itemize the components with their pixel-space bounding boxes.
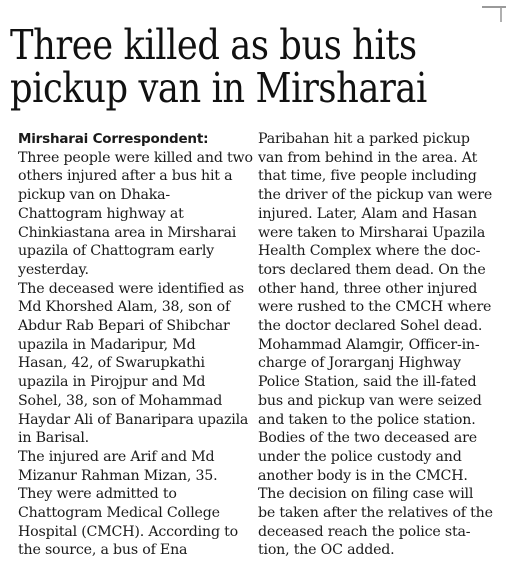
corner-rule-vertical (500, 8, 502, 22)
body-line: the source, a bus of Ena (18, 542, 188, 559)
corner-rule (482, 6, 506, 8)
headline-line: pickup van in Mirsharai (10, 64, 427, 112)
body-line: other hand, three other injured (258, 280, 478, 297)
article-column-right (258, 130, 493, 560)
headline (10, 21, 433, 112)
body-line: and taken to the police station. (258, 411, 476, 428)
headline-line: Three killed as bus hits (10, 21, 417, 69)
body-line: pickup van on Dhaka- (18, 187, 171, 204)
body-line: were rushed to the CMCH where (258, 299, 492, 316)
body-line: injured. Later, Alam and Hasan (258, 205, 477, 222)
body-line: Mohammad Alamgir, Officer-in- (258, 336, 480, 353)
body-line: The deceased were identified as (18, 280, 244, 297)
body-line: The decision on filing case will (258, 486, 474, 503)
body-line: Health Complex where the doc- (258, 243, 481, 260)
body-line: bus and pickup van were seized (258, 392, 482, 409)
body-line: Three people were killed and two (18, 149, 253, 166)
body-line: yesterday. (18, 261, 89, 278)
body-line: They were admitted to (18, 486, 177, 503)
body-line: Chattogram Medical College (18, 505, 220, 522)
body-line: Chinkiastana area in Mirsharai (18, 224, 237, 241)
body-line: Paribahan hit a parked pickup (258, 131, 470, 147)
body-line: another body is in the CMCH. (258, 467, 468, 484)
body-line: Hospital (CMCH). According to (18, 523, 238, 540)
body-line: charge of Jorarganj Highway (258, 355, 461, 372)
body-line: the doctor declared Sohel dead. (258, 318, 483, 335)
body-line: in Barisal. (18, 430, 89, 447)
body-line: upazila of Chattogram early (18, 243, 214, 260)
body-line: Bodies of the two deceased are (258, 430, 477, 447)
body-line: tors declared them dead. On the (258, 261, 486, 278)
body-line: Haydar Ali of Banaripara upazila (18, 411, 249, 428)
body-line: were taken to Mirsharai Upazila (258, 224, 486, 241)
body-line: upazila in Pirojpur and Md (18, 374, 206, 391)
body-line: Hasan, 42, of Swarupkathi (18, 355, 205, 372)
byline: Mirsharai Correspondent: (18, 131, 209, 147)
body-line: Police Station, said the ill-fated (258, 374, 477, 391)
body-line: van from behind in the area. At (258, 149, 478, 166)
body-line: upazila in Madaripur, Md (18, 336, 196, 353)
body-line: Sohel, 38, son of Mohammad (18, 392, 223, 409)
body-line: Md Khorshed Alam, 38, son of (18, 299, 231, 316)
body-line: that time, five people including (258, 168, 477, 185)
body-line: tion, the OC added. (258, 542, 395, 559)
article-column-left (18, 130, 253, 560)
body-line: deceased reach the police sta- (258, 523, 471, 540)
body-line: others injured after a bus hit a (18, 168, 233, 185)
body-line: be taken after the relatives of the (258, 505, 493, 522)
body-line: The injured are Arif and Md (18, 448, 215, 465)
body-line: Chattogram highway at (18, 205, 184, 222)
body-line: Abdur Rab Bepari of Shibchar (18, 318, 230, 335)
body-line: the driver of the pickup van were (258, 187, 493, 204)
body-line: under the police custody and (258, 448, 462, 465)
body-line: Mizanur Rahman Mizan, 35. (18, 467, 218, 484)
